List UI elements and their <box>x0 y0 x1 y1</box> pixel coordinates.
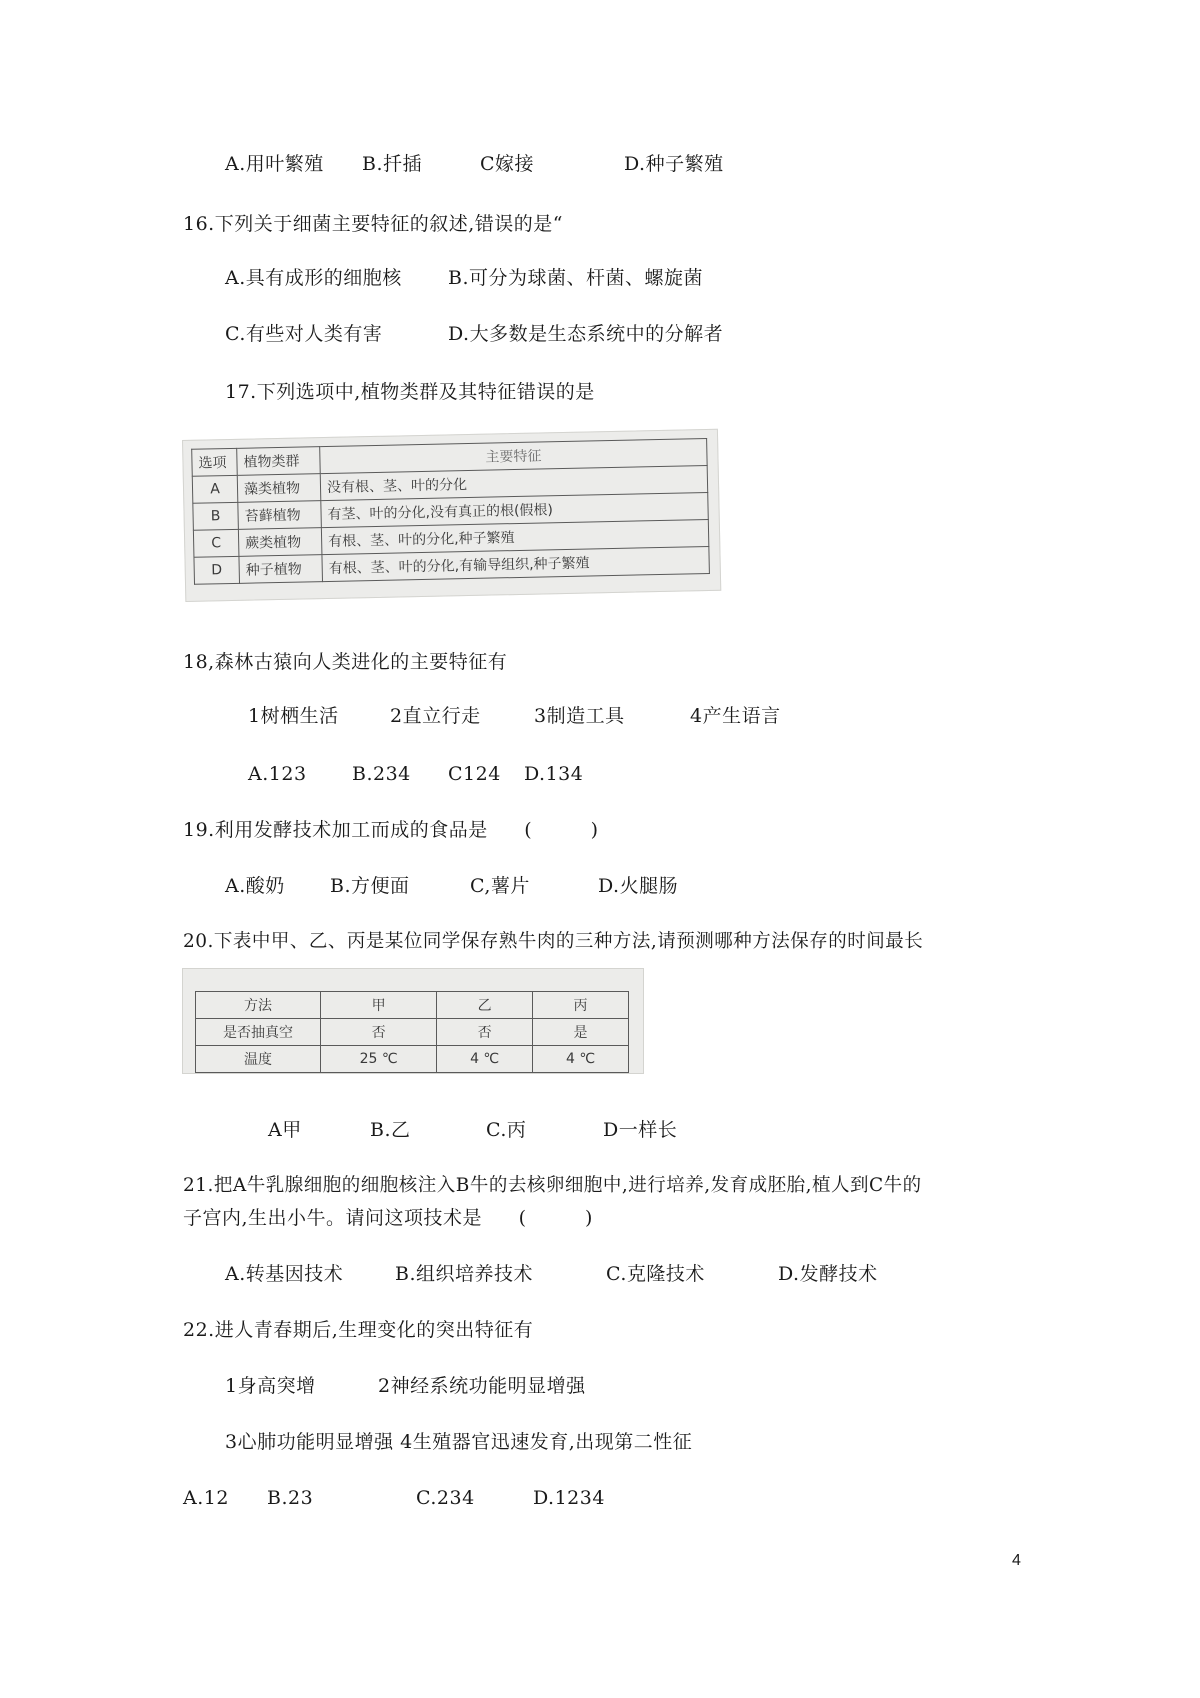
question-18-stem: 18,森林古猿向人类进化的主要特征有 <box>183 651 508 673</box>
page-number: 4 <box>1012 1552 1021 1569</box>
q22-items-row2: 3心肺功能明显增强 4生殖器官迅速发育,出现第二性征 <box>225 1431 693 1453</box>
table-cell: A <box>192 475 238 503</box>
option-b: B.乙 <box>370 1119 411 1141</box>
plant-groups-table <box>191 438 710 585</box>
table-header-cell: 主要特征 <box>320 439 707 474</box>
table-row <box>196 1046 629 1073</box>
option-a: A.酸奶 <box>225 875 285 897</box>
table-cell: 方法 <box>196 992 321 1019</box>
question-16-stem: 16.下列关于细菌主要特征的叙述,错误的是“ <box>183 213 563 235</box>
table-cell: 是 <box>533 1019 629 1046</box>
table-cell: 种子植物 <box>239 555 323 584</box>
table-cell: 否 <box>321 1019 437 1046</box>
table-cell: 没有根、茎、叶的分化 <box>320 466 707 501</box>
plant-groups-table-image <box>182 429 721 602</box>
item-4: 4产生语言 <box>690 705 781 727</box>
question-17-stem: 17.下列选项中,植物类群及其特征错误的是 <box>225 381 595 403</box>
table-cell: B <box>193 502 239 530</box>
table-cell: 有根、茎、叶的分化,种子繁殖 <box>321 519 708 554</box>
beef-storage-table <box>195 991 629 1073</box>
table-cell: 是否抽真空 <box>196 1019 321 1046</box>
option-d: D.发酵技术 <box>778 1263 878 1285</box>
answer-parentheses: ( ) <box>518 1207 593 1229</box>
question-21-text: 子宫内,生出小牛。请问这项技术是 <box>183 1207 483 1229</box>
option-b: B.234 <box>352 763 411 785</box>
option-a: A.123 <box>248 763 307 785</box>
item-2: 2直立行走 <box>390 705 481 727</box>
table-row <box>196 1019 629 1046</box>
option-c: C,薯片 <box>470 875 530 897</box>
table-cell: 有根、茎、叶的分化,有输导组织,种子繁殖 <box>322 546 709 581</box>
option-d: D.大多数是生态系统中的分解者 <box>448 323 724 345</box>
option-c: C.克隆技术 <box>606 1263 705 1285</box>
answer-parentheses: ( ) <box>524 819 599 841</box>
option-d: D.1234 <box>533 1487 605 1509</box>
question-22-stem: 22.进人青春期后,生理变化的突出特征有 <box>183 1319 534 1341</box>
option-b: B.可分为球菌、杆菌、螺旋菌 <box>448 267 704 289</box>
beef-storage-table-image <box>182 968 644 1074</box>
table-cell: 有茎、叶的分化,没有真正的根(假根) <box>321 493 708 528</box>
question-19-text: 19.利用发酵技术加工而成的食品是 <box>183 819 488 841</box>
item-2: 2神经系统功能明显增强 <box>378 1375 586 1397</box>
option-d: D一样长 <box>603 1119 678 1141</box>
option-c: C.234 <box>416 1487 475 1509</box>
table-cell: 4 ℃ <box>437 1046 533 1073</box>
option-b: B.扦插 <box>362 153 423 175</box>
table-row <box>196 992 629 1019</box>
table-header-cell: 选项 <box>192 448 238 476</box>
question-21-stem-line2 <box>183 1206 593 1230</box>
table-cell: 蕨类植物 <box>238 528 322 557</box>
option-b: B.方便面 <box>330 875 410 897</box>
option-d: D.火腿肠 <box>598 875 679 897</box>
option-d: D.134 <box>524 763 584 785</box>
option-b: B.23 <box>267 1487 314 1509</box>
option-d: D.种子繁殖 <box>624 153 724 175</box>
item-3: 3制造工具 <box>534 705 625 727</box>
table-cell: 甲 <box>321 992 437 1019</box>
item-1: 1树栖生活 <box>248 705 339 727</box>
question-21-stem-line1: 21.把A牛乳腺细胞的细胞核注入B牛的去核卵细胞中,进行培养,发育成胚胎,植人到C牛的 <box>183 1175 922 1196</box>
option-a: A.转基因技术 <box>225 1263 344 1285</box>
option-a: A.用叶繁殖 <box>225 153 324 175</box>
option-a: A.12 <box>183 1487 229 1509</box>
option-c: C.有些对人类有害 <box>225 323 383 345</box>
table-cell: 苔藓植物 <box>238 501 322 530</box>
table-cell: 藻类植物 <box>237 474 321 503</box>
option-a: A甲 <box>268 1119 302 1141</box>
table-header-cell: 植物类群 <box>237 447 321 476</box>
table-cell: 25 ℃ <box>321 1046 437 1073</box>
option-c: C.丙 <box>486 1119 527 1141</box>
option-c: C嫁接 <box>480 153 535 175</box>
option-c: C124 <box>448 763 501 785</box>
table-cell: 温度 <box>196 1046 321 1073</box>
table-cell: 丙 <box>533 992 629 1019</box>
item-1: 1身高突增 <box>225 1375 316 1397</box>
option-a: A.具有成形的细胞核 <box>225 267 402 289</box>
table-cell: 否 <box>437 1019 533 1046</box>
table-cell: C <box>193 529 239 557</box>
table-cell: 4 ℃ <box>533 1046 629 1073</box>
option-b: B.组织培养技术 <box>395 1263 534 1285</box>
question-19-stem <box>183 818 599 842</box>
table-cell: D <box>194 556 240 584</box>
question-20-stem: 20.下表中甲、乙、丙是某位同学保存熟牛肉的三种方法,请预测哪种方法保存的时间最长 <box>183 931 924 952</box>
table-cell: 乙 <box>437 992 533 1019</box>
